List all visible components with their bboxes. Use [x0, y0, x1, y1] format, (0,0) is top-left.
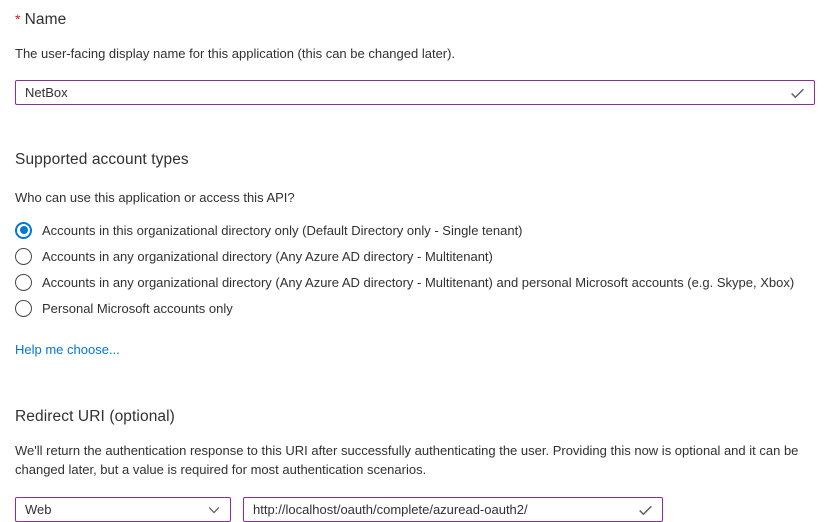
radio-button-icon[interactable]: [15, 300, 32, 317]
name-section-title: [15, 11, 815, 29]
redirect-uri-description: We'll return the authentication response to this URI after successfully authenticating the user. Providing this now is optional and it can be changed later, but a value is required for most authentication scenarios.: [15, 443, 799, 477]
radio-option-label: Personal Microsoft accounts only: [42, 300, 233, 316]
radio-button-icon[interactable]: [15, 248, 32, 265]
redirect-uri-input-container: [243, 497, 663, 522]
platform-select-value: Web: [25, 502, 52, 517]
platform-select-dropdown[interactable]: [15, 497, 231, 522]
radio-option-label: Accounts in any organizational directory (Any Azure AD directory - Multitenant) and personal Microsoft accounts (e.g. Skype, Xbox): [42, 274, 795, 290]
name-description: The user-facing display name for this application (this can be changed later).: [15, 46, 456, 61]
account-type-radio-group: [15, 217, 815, 321]
radio-option-single-tenant[interactable]: [15, 217, 815, 243]
chevron-down-icon: [207, 503, 221, 517]
radio-option-label: Accounts in any organizational directory (Any Azure AD directory - Multitenant): [42, 248, 493, 264]
radio-option-personal-only[interactable]: [15, 295, 815, 321]
name-input-container: [15, 80, 815, 105]
redirect-uri-controls: [15, 497, 815, 522]
account-types-question: Who can use this application or access this API?: [15, 190, 295, 205]
name-section-title-text: Name: [24, 11, 67, 28]
redirect-uri-title: Redirect URI (optional): [15, 408, 175, 425]
radio-option-label: Accounts in this organizational directory only (Default Directory only - Single tenant): [42, 222, 523, 238]
radio-option-multitenant[interactable]: [15, 243, 815, 269]
account-types-title: Supported account types: [15, 151, 189, 168]
radio-button-icon[interactable]: [15, 222, 32, 239]
name-input[interactable]: [16, 81, 814, 104]
radio-option-multitenant-personal[interactable]: [15, 269, 815, 295]
help-me-choose-link[interactable]: Help me choose...: [15, 342, 120, 357]
required-asterisk: *: [15, 11, 21, 27]
radio-button-icon[interactable]: [15, 274, 32, 291]
redirect-uri-input[interactable]: [244, 498, 662, 521]
